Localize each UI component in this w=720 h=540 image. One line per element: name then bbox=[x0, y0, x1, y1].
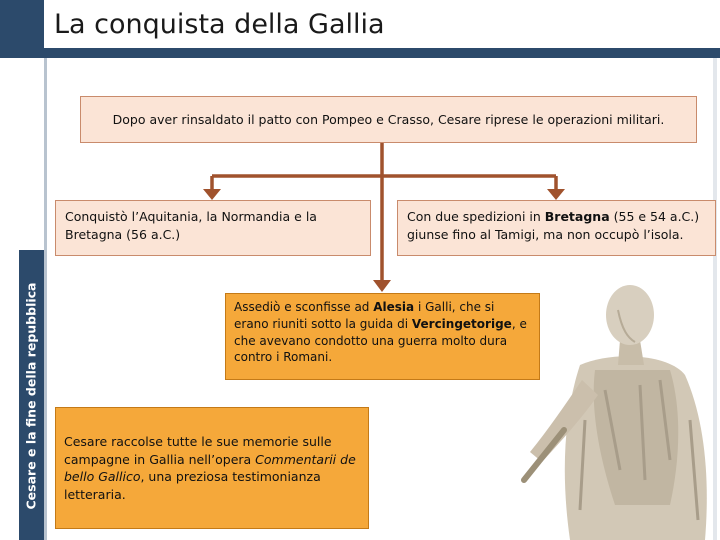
commentarii-text-after: , una preziosa testimonianza letteraria. bbox=[64, 469, 321, 502]
arrow-head-left bbox=[203, 189, 221, 200]
alesia-keyword: Alesia bbox=[373, 300, 415, 314]
alesia-box bbox=[225, 293, 540, 380]
julius-caesar-statue bbox=[520, 270, 720, 540]
alesia-text-after: , e che avevano condotto una guerra molto dura contro i Romani. bbox=[234, 316, 527, 365]
bretagna-box bbox=[397, 200, 716, 256]
commentarii-title: Commentarii de bello Gallico bbox=[64, 451, 356, 484]
bretagna-text-before: Con due spedizioni in bbox=[407, 209, 545, 224]
alesia-text-before: Assediò e sconfisse ad bbox=[234, 300, 374, 314]
commentarii-box bbox=[55, 407, 369, 529]
alesia-text-mid: i Galli, che si erano riuniti sotto la guida di bbox=[234, 300, 495, 331]
statue-head bbox=[606, 285, 654, 345]
arrow-head-right bbox=[547, 189, 565, 200]
bretagna-text-after: (55 e 54 a.C.) giunse fino al Tamigi, ma non occupò l’isola. bbox=[407, 209, 700, 242]
context-text: Dopo aver rinsaldato il patto con Pompeo e Crasso, Cesare riprese le operazioni militari. bbox=[112, 111, 665, 127]
context-box bbox=[80, 96, 697, 143]
side-label: Cesare e la fine della repubblica bbox=[23, 282, 39, 510]
page-title: La conquista della Gallia bbox=[54, 9, 385, 40]
aquitania-box bbox=[55, 200, 371, 256]
vercingetorige-keyword: Vercingetorige bbox=[411, 316, 512, 331]
bretagna-keyword: Bretagna bbox=[544, 209, 610, 224]
aquitania-text: Conquistò l’Aquitania, la Normandia e la Bretagna (56 a.C.) bbox=[65, 209, 317, 242]
commentarii-text-before: Cesare raccolse tutte le sue memorie sulle campagne in Gallia nell’opera bbox=[64, 434, 332, 467]
arrow-head-middle bbox=[373, 280, 391, 292]
